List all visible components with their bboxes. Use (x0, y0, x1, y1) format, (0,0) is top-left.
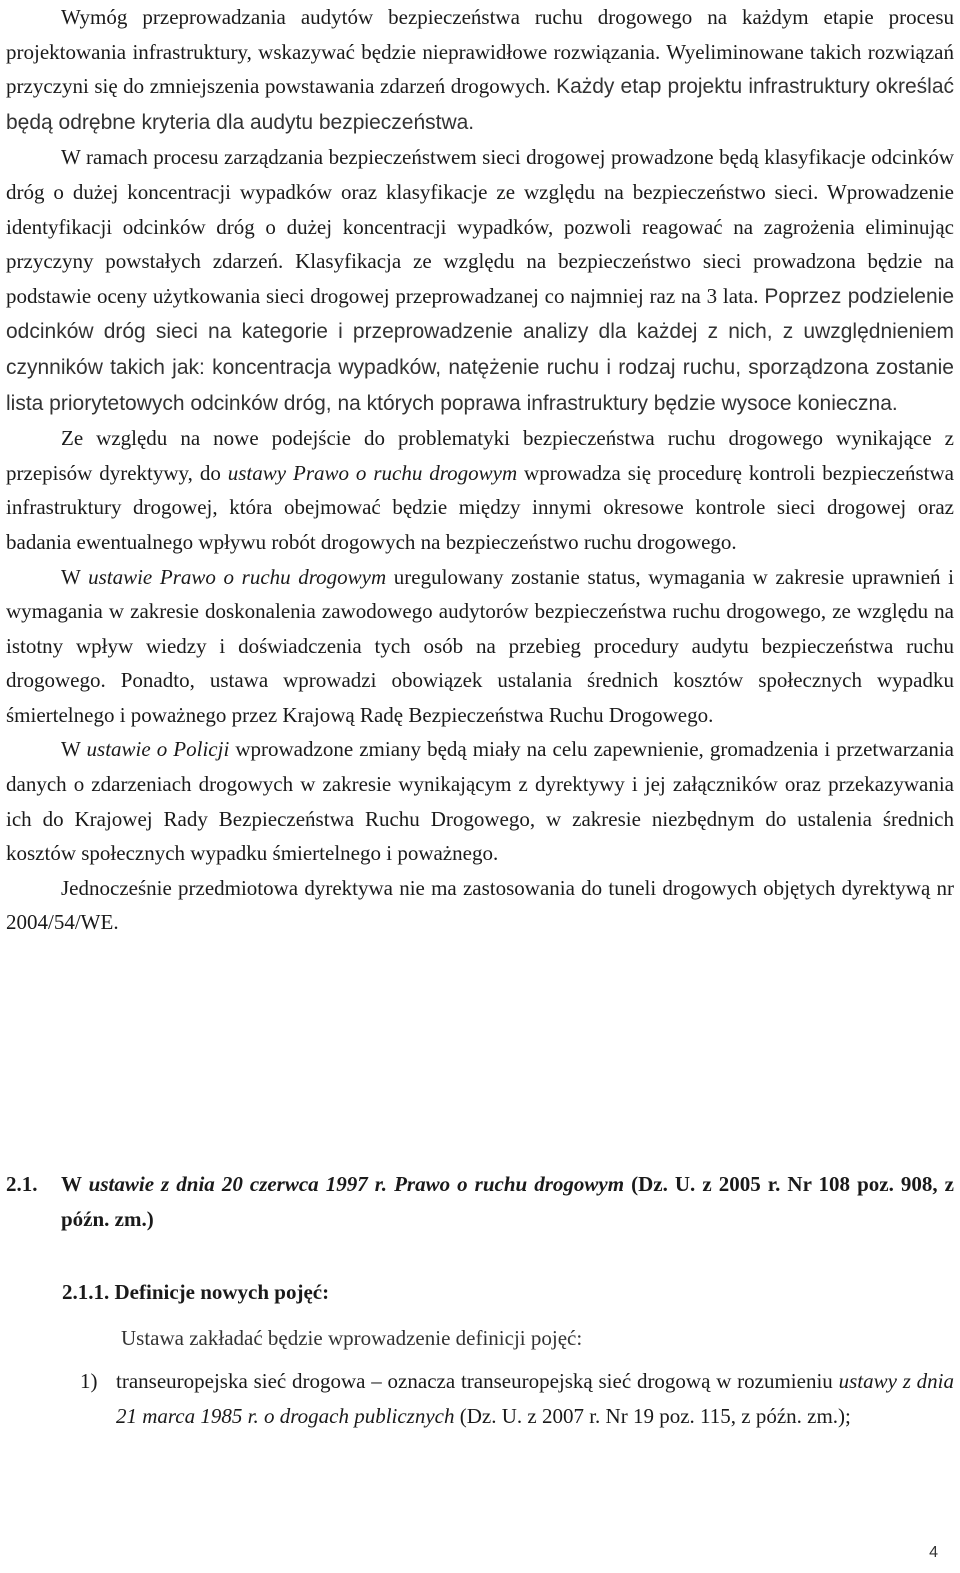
subsection-heading: 2.1.1. Definicje nowych pojęć: (62, 1280, 330, 1304)
section-title-act: ustawie z dnia 20 czerwca 1997 r. Prawo o ruchu drogowym (88, 1172, 625, 1196)
paragraph-network-management-text: W ramach procesu zarządzania bezpieczeństwem sieci drogowej prowadzone będą klasyfikacje odcinków dróg o dużej koncentracji wypadków oraz klasyfikacje ze względu na bezpieczeństwo sieci. Wprowadzenie identyfikacji odcinków dróg o dużej koncentracji wypadków, pozwoli reagować na zagrożenia eliminując przyczyny powstałych zdarzeń. Klasyfikacja ze względu na bezpieczeństwo sieci prowadzona będzie na podstawie oceny użytkowania sieci drogowej przeprowadzanej co najmniej raz na 3 lata. (6, 145, 954, 308)
section-title-post: (Dz. U. z 2005 r. Nr 108 poz. 908, z późn. zm.) (61, 1172, 955, 1231)
definitions-intro: Ustawa zakładać będzie wprowadzenie definicji pojęć: (121, 1326, 583, 1350)
act-reference-public-roads: ustawy z dnia 21 marca 1985 r. o drogach publicznych (116, 1369, 955, 1428)
paragraph-audit-text: Wymóg przeprowadzania audytów bezpieczeństwa ruchu drogowego na każdym etapie procesu projektowania infrastruktury, wskazywać będzie nieprawidłowe rozwiązania. Wyeliminowane takich rozwiązań przyczyni się do zmniejszenia powstawania zdarzeń drogowych. (6, 5, 954, 99)
paragraph-tunnels (6, 871, 954, 940)
paragraph-auditors-text-pre: W (61, 564, 89, 589)
list-item-text (116, 1364, 954, 1433)
list-item-text-post: (Dz. U. z 2007 r. Nr 19 poz. 115, z późn. zm.); (454, 1403, 851, 1428)
paragraph-tunnels-text: Jednocześnie przedmiotowa dyrektywa nie ma zastosowania do tuneli drogowych objętych dyrektywą nr 2004/54/WE. (6, 875, 954, 935)
page-number: 4 (929, 1544, 938, 1561)
document-body (6, 0, 954, 940)
act-reference-traffic-law: ustawy Prawo o ruchu drogowym (227, 460, 518, 485)
act-reference-traffic-law-2: ustawie Prawo o ruchu drogowym (88, 564, 387, 589)
paragraph-police-act (6, 732, 954, 870)
paragraph-inspection-procedure (6, 421, 954, 559)
list-item-text-pre: transeuropejska sieć drogowa – oznacza transeuropejską sieć drogową w rozumieniu (116, 1369, 839, 1393)
list-item (6, 1364, 954, 1433)
list-item-number: 1) (80, 1369, 98, 1393)
section-title-pre: W (61, 1172, 89, 1196)
section-title (61, 1167, 954, 1236)
paragraph-auditors-status (6, 560, 954, 733)
paragraph-police-text-pre: W (61, 737, 87, 762)
paragraph-police-text-post: wprowadzone zmiany będą miały na celu zapewnienie, gromadzenia i przetwarzania danych o zdarzeniach drogowych w zakresie wynikającym z dyrektywy i jej załączników oraz przekazywania ich do Krajowej Rady Bezpieczeństwa Ruchu Drogowego, w zakresie niezbędnym do ustalenia średnich kosztów społecznych wypadku śmiertelnego i poważnego. (6, 737, 954, 866)
paragraph-audit-criteria: Każdy etap projektu infrastruktury określać będą odrębne kryteria dla audytu bezpieczeństwa. (6, 75, 955, 134)
paragraph-auditors-text-post: uregulowany zostanie status, wymagania w zakresie uprawnień i wymagania w zakresie doskonalenia zawodowego audytorów bezpieczeństwa ruchu drogowego, ze względu na istotny wpływ wiedzy i doświadczenia tych osób na przebieg procedury audytu bezpieczeństwa ruchu drogowego. Ponadto, ustawa wprowadzi obowiązek ustalania średnich kosztów społecznych wypadku śmiertelnego i poważnego przez Krajową Radę Bezpieczeństwa Ruchu Drogowego. (6, 564, 954, 727)
act-reference-police: ustawie o Policji (86, 737, 230, 762)
paragraph-inspection-text-pre: Ze względu na nowe podejście do problematyki bezpieczeństwa ruchu drogowego wynikające z przepisów dyrektywy, do (6, 426, 954, 485)
section-number: 2.1. (6, 1172, 38, 1196)
paragraph-network-management (6, 140, 954, 421)
section-heading-2-1 (6, 1167, 954, 1236)
paragraph-inspection-text-post: wprowadza się procedurę kontroli bezpieczeństwa infrastruktury drogowej, która obejmować będzie między innymi okresowe kontrole sieci drogowej oraz badania ewentualnego wpływu robót drogowych na bezpieczeństwo ruchu drogowego. (6, 460, 954, 554)
paragraph-audit (6, 0, 954, 140)
paragraph-network-categories: Poprzez podzielenie odcinków dróg sieci na kategorie i przeprowadzenie analizy dla każdej z nich, z uwzględnieniem czynników takich jak: koncentracja wypadków, natężenie ruchu i rodzaj ruchu, sporządzona zostanie lista priorytetowych odcinków dróg, na których poprawa infrastruktury będzie wysoce konieczna. (6, 284, 954, 415)
